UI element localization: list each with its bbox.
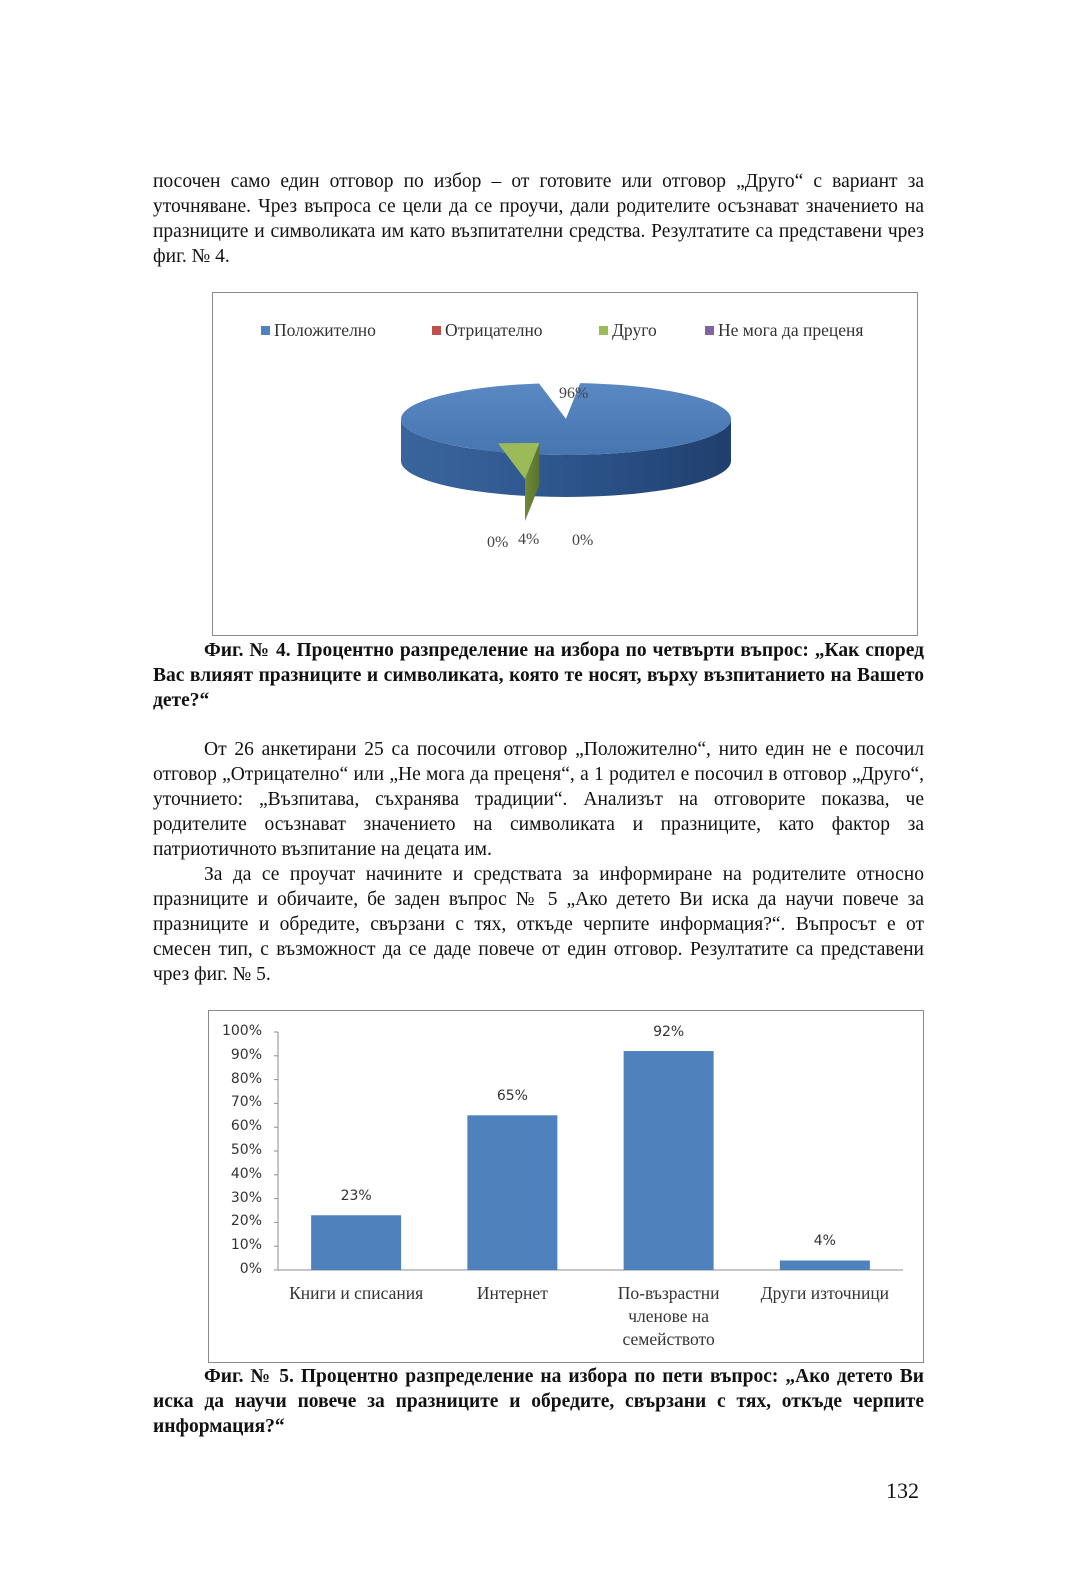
x-category-label: [745, 1282, 905, 1305]
bar: [311, 1215, 401, 1270]
y-tick-label: 20%: [230, 1213, 262, 1230]
x-category-label-line: Книги и списания: [289, 1283, 424, 1303]
y-tick-label: 60%: [230, 1118, 262, 1135]
pie-data-label: 96%: [559, 385, 589, 402]
y-tick-label: 90%: [230, 1046, 262, 1063]
x-category-label-line: Други източници: [760, 1283, 890, 1303]
bar: [780, 1260, 870, 1270]
figure-4-pie-chart: [212, 292, 918, 636]
y-tick-label: 10%: [230, 1237, 262, 1254]
pie-data-label: 4%: [518, 531, 540, 548]
paragraph-question-5: За да се проучат начините и средствата за информиране на родителите относно празниците и обичаите, бе заден въпрос № 5 „Ако детето Ви иска да научи повече за празниците и обредите, свързани с тях, откъде черпите информация?“. Въпросът е от смесен тип, с възможност да се даде повече от един отговор. Резултатите са представени чрез фиг. № 5.: [153, 864, 924, 985]
bar-value-label: 23%: [340, 1188, 372, 1205]
bar-value-label: 65%: [496, 1088, 528, 1105]
legend-label: Положително: [274, 320, 376, 340]
x-category-label: [432, 1282, 592, 1305]
y-tick-label: 100%: [221, 1023, 262, 1039]
legend-label: Не мога да преценя: [718, 320, 864, 340]
pie-data-label: 0%: [487, 534, 509, 551]
figure-5-bar-chart: [208, 1010, 924, 1363]
bar-value-label: 92%: [653, 1024, 685, 1041]
paragraph-results: От 26 анкетирани 25 са посочили отговор „Положително“, нито един не е посочил отговор „Отрицателно“ или „Не мога да преценя“, а 1 родител е посочил в отговор „Друго“, уточнието: „Възпитава, съхранява традиции“. Анализът на отговорите показва, че родителите осъзнават значението на символиката и празниците, като фактор за патриотичното възпитание на децата им.: [153, 739, 924, 860]
x-category-label: [276, 1282, 436, 1305]
y-tick-label: 80%: [230, 1070, 262, 1087]
legend-label: Отрицателно: [445, 320, 543, 340]
pie-data-label: 0%: [572, 532, 594, 549]
bar: [467, 1115, 557, 1270]
y-tick-label: 40%: [230, 1165, 262, 1182]
x-category-label-line: семейството: [622, 1329, 715, 1349]
y-tick-label: 0%: [239, 1261, 262, 1277]
figure-4-caption: Фиг. № 4. Процентно разпределение на избора по четвърти въпрос: „Как според Вас влияят празниците и символиката, която те носят, върху възпитанието на Вашето дете?“: [153, 640, 924, 711]
legend-label: Друго: [612, 320, 657, 340]
y-tick-label: 50%: [230, 1142, 262, 1158]
x-category-label: [589, 1282, 749, 1351]
x-category-label-line: Интернет: [476, 1283, 548, 1303]
bar-value-label: 4%: [813, 1233, 836, 1250]
bar: [624, 1051, 714, 1270]
x-category-label-line: По-възрастни: [617, 1283, 720, 1303]
pie-chart-svg: [213, 293, 919, 637]
x-category-label-line: членове на: [628, 1306, 710, 1326]
page-number: 132: [886, 1478, 919, 1503]
paragraph-intro: посочен само един отговор по избор – от готовите или отговор „Друго“ с вариант за уточняване. Чрез въпроса се цели да се проучи, дали родителите осъзнават значението на празниците и символиката им като възпитателни средства. Резултатите са представени чрез фиг. № 4.: [153, 171, 924, 267]
y-tick-label: 70%: [230, 1094, 262, 1111]
y-tick-label: 30%: [230, 1189, 262, 1206]
figure-5-caption: Фиг. № 5. Процентно разпределение на избора по пети въпрос: „Ако детето Ви иска да научи повече за празниците и обредите, свързани с тях, откъде черпите информация?“: [153, 1366, 924, 1437]
